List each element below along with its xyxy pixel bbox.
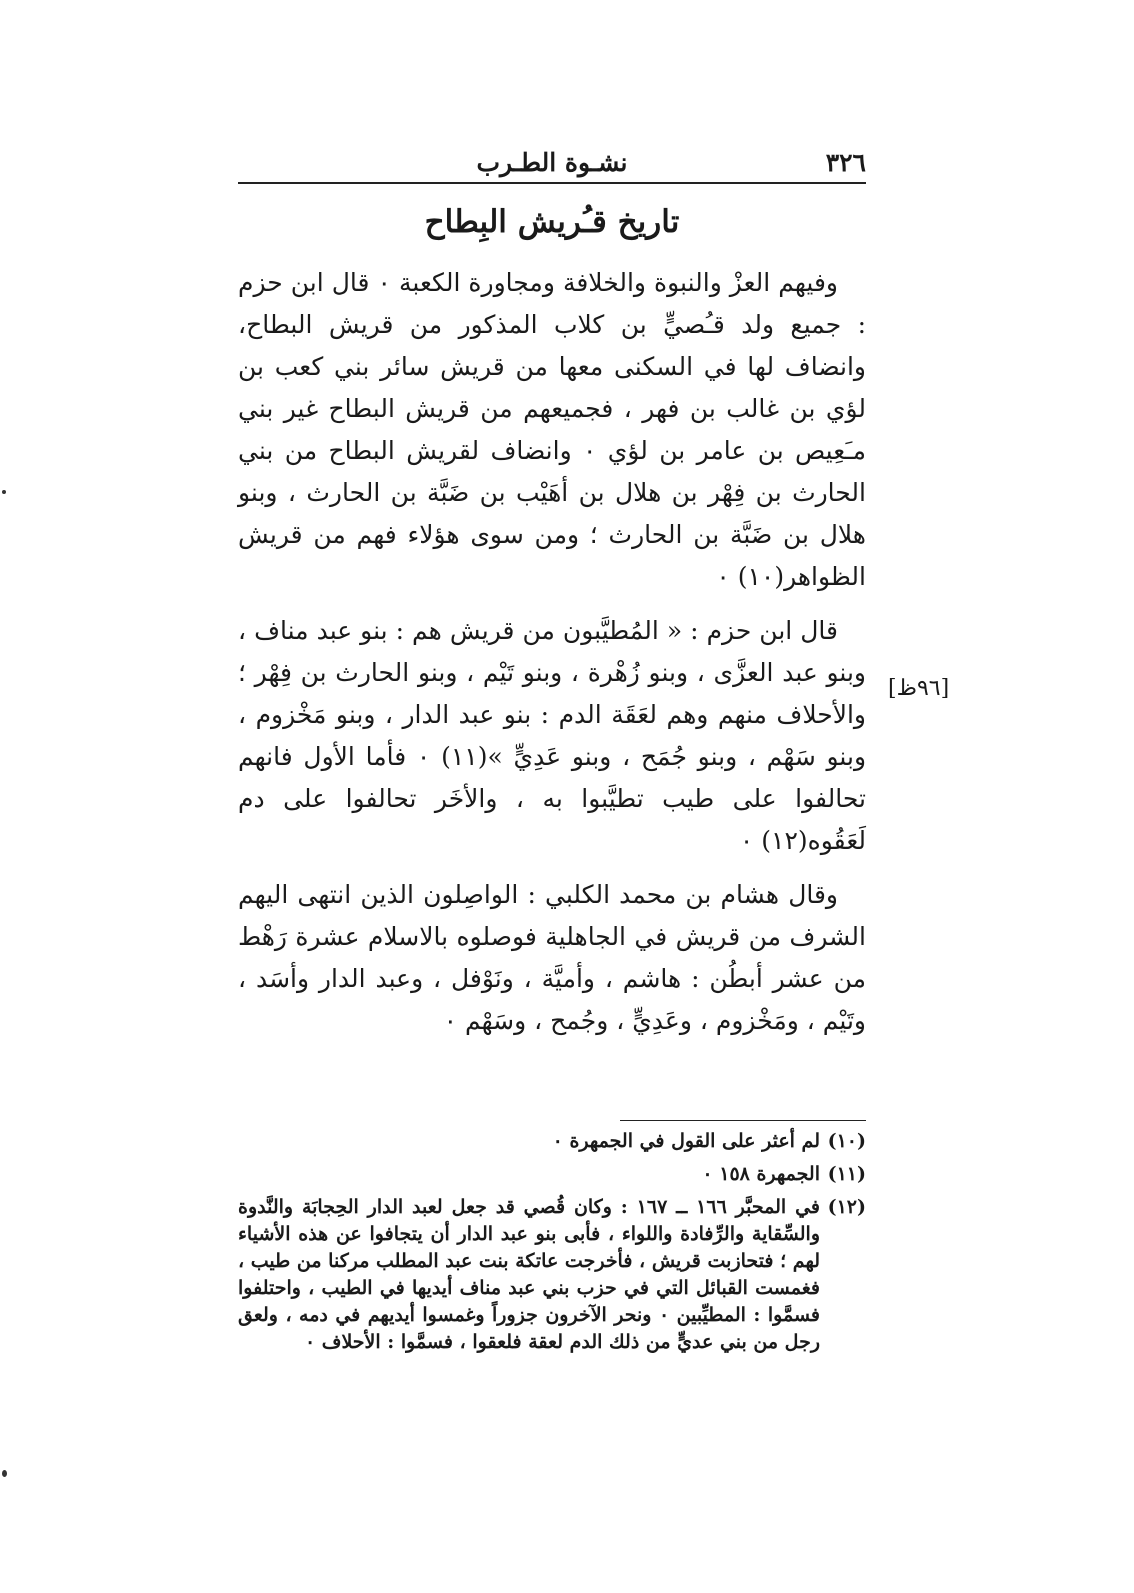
footnotes [238, 1128, 866, 1362]
footnote-text: الجمهرة ١٥٨ ٠ [702, 1163, 820, 1185]
footnote-10 [238, 1128, 866, 1155]
paragraph-2: قال ابن حزم : « المُطيَّبون من قريش هم : بنو عبد مناف ، وبنو عبد العزَّى ، وبنو زُهْرة ، وبنو تَيْم ، وبنو الحارث بن فِهْر ؛ والأحلاف منهم وهم لعَقَة الدم : بنو عبد الدار ، وبنو مَخْزوم ، وبنو سَهْم ، وبنو جُمَح ، وبنو عَدِيٍّ »(١١) ٠ فأما الأول فانهم تحالفوا على طيب تطيَّبوا به ، والأخَر تحالفوا على دم لَعَقُوه(١٢) ٠ [238, 616, 867, 855]
footnote-12 [238, 1194, 866, 1356]
footnote-text: لم أعثر على القول في الجمهرة ٠ [552, 1130, 820, 1152]
footnote-number: (١١) [827, 1163, 866, 1185]
footnote-11 [238, 1161, 866, 1188]
running-title: نشـوة الطـرب [476, 148, 628, 177]
footnote-rule [620, 1120, 866, 1121]
header-rule [238, 182, 866, 184]
scan-speck [2, 1470, 7, 1477]
footnote-number: (١٠) [827, 1130, 866, 1152]
page-number: ٣٢٦ [825, 148, 866, 177]
page-header [238, 148, 866, 184]
footnote-number: (١٢) [827, 1196, 866, 1218]
margin-folio-note: [٩٦ظ] [888, 676, 950, 701]
paragraph-1: وفيهم العزْ والنبوة والخلافة ومجاورة الكعبة ٠ قال ابن حزم : جميع ولد قـُصيٍّ بن كلاب المذكور من قريش البطاح، وانضاف لها في السكنى معها من قريش سائر بني كعب بن لؤي بن غالب بن فهر ، فجميعهم من قريش البطاح غير بني مـَعِيص بن عامر بن لؤي ٠ وانضاف لقريش البطاح من بني الحارث بن فِهْر بن هلال بن أهَيْب بن ضَبَّة بن الحارث ، وبنو هلال بن ضَبَّة بن الحارث ؛ ومن سوى هؤلاء فهم من قريش الظواهر(١٠) ٠ [238, 268, 866, 591]
scan-speck [2, 490, 6, 494]
body-text [238, 262, 866, 1054]
footnote-text: في المحبَّر ١٦٦ ــ ١٦٧ : وكان قُصي قد جعل لعبد الدار الحِجابَة والنَّدوة والسِّقاية والرِّفادة واللواء ، فأبى بنو عبد الدار أن يتجافوا عن هذه الأشياء لهم ؛ فتحازبت قريش ، فأخرجت عاتكة بنت عبد المطلب مركنا من طيب ، فغمست القبائل التي في حزب بني عبد مناف أيديها في الطيب ، واحتلفوا فسمَّوا : المطيِّبين ٠ ونحر الآخرون جزوراً وغمسوا أيديهم في دمه ، ولعق رجل من بني عديٍّ من ذلك الدم لعقة فلعقوا ، فسمَّوا : الأحلاف ٠ [238, 1196, 820, 1353]
paragraph-3: وقال هشام بن محمد الكلبي : الواصِلون الذين انتهى اليهم الشرف من قريش في الجاهلية فوصلوه بالاسلام عشرة رَهْط من عشر أبطُن : هاشم ، وأميَّة ، ونَوْفل ، وعبد الدار وأسَد ، وتَيْم ، ومَخْزوم ، وعَدِيٍّ ، وجُمح ، وسَهْم ٠ [238, 880, 866, 1035]
section-title: تاريخ قـُريش البِطاح [424, 204, 680, 240]
